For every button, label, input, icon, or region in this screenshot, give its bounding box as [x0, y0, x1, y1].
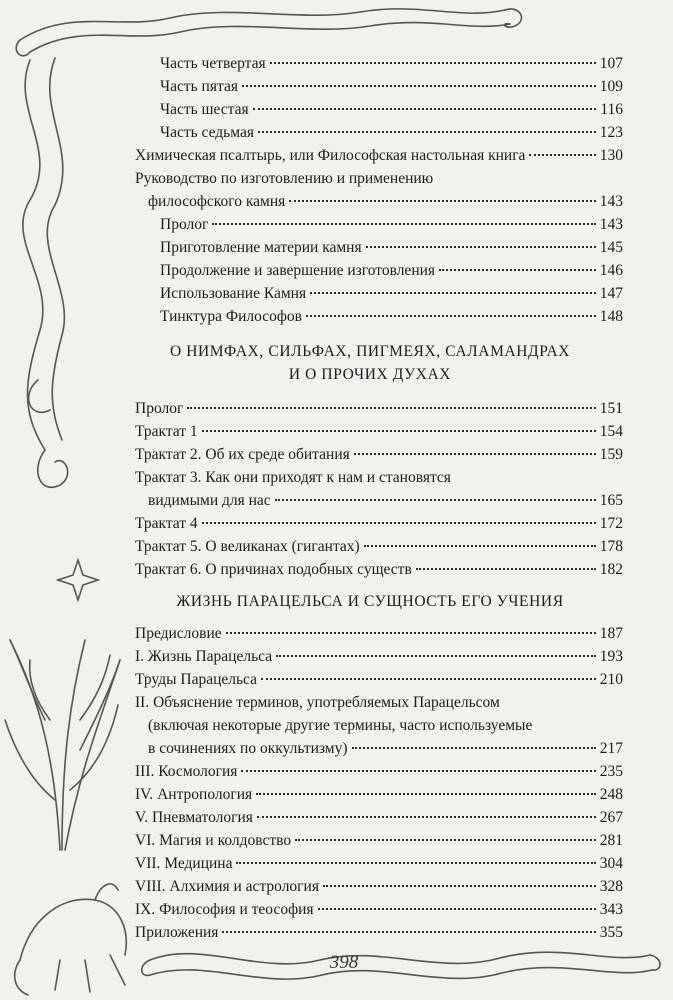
- toc-entry-title: Трактат 3. Как они приходят к нам и становятся: [135, 469, 451, 486]
- dot-leader: [258, 131, 596, 133]
- toc-entry-title: Часть четвертая: [160, 55, 266, 72]
- dot-leader: [236, 862, 595, 864]
- toc-entry-page: 145: [599, 239, 623, 256]
- toc-entry-title: II. Объяснение терминов, употребляемых Парацельсом: [135, 694, 500, 711]
- page-number: 398: [329, 952, 359, 973]
- toc-entry-page: 130: [599, 147, 623, 164]
- toc-entry-title: Приложения: [135, 924, 219, 941]
- toc-entry-page: 210: [599, 671, 623, 688]
- toc-entry-page: 343: [599, 901, 623, 918]
- toc-entry-title: Использование Камня: [160, 285, 307, 302]
- toc-entry-title: V. Пневматология: [135, 809, 253, 826]
- dot-leader: [416, 568, 596, 570]
- toc-entry: [135, 645, 623, 668]
- dot-leader: [323, 885, 596, 887]
- toc-entry: [160, 305, 623, 328]
- toc-entry-title: Приготовление материи камня: [160, 239, 362, 256]
- dot-leader: [275, 499, 596, 501]
- toc-entry: [135, 760, 623, 783]
- toc-entry-page: 148: [599, 308, 623, 325]
- dot-leader: [354, 453, 596, 455]
- toc-entry-title: философского камня: [148, 193, 286, 210]
- section-heading: ЖИЗНЬ ПАРАЦЕЛЬСА И СУЩНОСТЬ ЕГО УЧЕНИЯ: [176, 593, 564, 610]
- toc-entry: [135, 898, 623, 921]
- toc-entry-title: Пролог: [160, 216, 209, 233]
- toc-entry: [160, 121, 623, 144]
- dot-leader: [289, 200, 595, 202]
- dot-leader: [187, 407, 595, 409]
- toc-entry: [135, 852, 623, 875]
- toc-entry-title: VIII. Алхимия и астрология: [135, 878, 319, 895]
- dot-leader: [202, 522, 596, 524]
- toc-entry-title: Трактат 1: [135, 423, 198, 440]
- toc-entry: [148, 190, 623, 213]
- dot-leader: [261, 678, 596, 680]
- toc-entry-page: 235: [599, 763, 623, 780]
- toc-entry-title: Труды Парацельса: [135, 671, 258, 688]
- toc-entry-title: III. Космология: [135, 763, 238, 780]
- toc-entry: [135, 535, 623, 558]
- toc-entry: [135, 806, 623, 829]
- toc-entry-page: 187: [599, 625, 623, 642]
- toc-entry-page: 172: [599, 515, 623, 532]
- toc-entry: [135, 558, 623, 581]
- toc-entry-title: I. Жизнь Парацельса: [135, 648, 273, 665]
- toc-entry-title: Часть седьмая: [160, 124, 254, 141]
- toc-entry-title: Продолжение и завершение изготовления: [160, 262, 436, 279]
- toc-entry: [160, 282, 623, 305]
- toc-entry: [148, 489, 623, 512]
- toc-entry-title: Трактат 5. О великанах (гигантах): [135, 538, 360, 555]
- toc-entry-page: 248: [599, 786, 623, 803]
- toc-entry: [135, 397, 623, 420]
- dot-leader: [256, 793, 596, 795]
- dot-leader: [276, 655, 596, 657]
- toc-entry-title: Трактат 6. О причинах подобных существ: [135, 561, 412, 578]
- toc-entry: [160, 52, 623, 75]
- toc-entry: [160, 213, 623, 236]
- toc-entry: [148, 737, 623, 760]
- toc-entry-title: Трактат 4: [135, 515, 198, 532]
- toc-entry-title: Химическая псалтырь, или Философская настольная книга: [135, 147, 526, 164]
- toc-entry: [160, 259, 623, 282]
- toc-entry-title: (включая некоторые другие термины, часто используемые: [148, 717, 533, 734]
- toc-entry-page: 147: [599, 285, 623, 302]
- toc-entry: [160, 98, 623, 121]
- toc-entry: [135, 512, 623, 535]
- section-heading-continued: И О ПРОЧИХ ДУХАХ: [288, 366, 452, 383]
- toc-entry: [135, 443, 623, 466]
- dot-leader: [270, 62, 596, 64]
- toc-entry-page: 178: [599, 538, 623, 555]
- dot-leader: [202, 430, 596, 432]
- toc-entry-page: 193: [599, 648, 623, 665]
- toc-entry-page: 159: [599, 446, 623, 463]
- dot-leader: [212, 223, 595, 225]
- toc-entry-page: 151: [599, 400, 623, 417]
- toc-entry-page: 143: [599, 216, 623, 233]
- toc-entry-page: 182: [599, 561, 623, 578]
- toc-entry: [160, 75, 623, 98]
- toc-entry: [135, 622, 623, 645]
- dot-leader: [306, 315, 596, 317]
- toc-entry-title: Предисловие: [135, 625, 222, 642]
- toc-entry-title: Часть пятая: [160, 78, 238, 95]
- toc-entry-title: IV. Антропология: [135, 786, 253, 803]
- dot-leader: [241, 770, 595, 772]
- toc-entry: [135, 829, 623, 852]
- dot-leader: [364, 545, 596, 547]
- toc-entry: [135, 921, 623, 944]
- dot-leader: [318, 908, 596, 910]
- toc-entry-page: 143: [599, 193, 623, 210]
- toc-entry-page: 123: [599, 124, 623, 141]
- toc-entry-title: Тинктура Философов: [160, 308, 302, 325]
- toc-entry-page: 154: [599, 423, 623, 440]
- toc-entry-title: Часть шестая: [160, 101, 249, 118]
- toc-entry: [135, 875, 623, 898]
- toc-entry-page: 281: [599, 832, 623, 849]
- toc-entry-title: VII. Медицина: [135, 855, 233, 872]
- dot-leader: [226, 632, 596, 634]
- dot-leader: [257, 816, 596, 818]
- toc-entry-title: IX. Философия и теософия: [135, 901, 314, 918]
- dot-leader: [310, 292, 596, 294]
- toc-entry: [160, 236, 623, 259]
- dot-leader: [295, 839, 596, 841]
- toc-entry-page: 109: [599, 78, 623, 95]
- toc-entry-page: 217: [599, 740, 623, 757]
- toc-entry: [135, 420, 623, 443]
- toc-entry-title: Пролог: [135, 400, 184, 417]
- toc-entry-title: в сочинениях по оккультизму): [148, 740, 348, 757]
- dot-leader: [366, 246, 596, 248]
- dot-leader: [352, 747, 596, 749]
- toc-entry-page: 165: [599, 492, 623, 509]
- toc-entry: [135, 783, 623, 806]
- toc-entry-page: 267: [599, 809, 623, 826]
- toc-entry-page: 355: [599, 924, 623, 941]
- dot-leader: [222, 931, 595, 933]
- toc-entry-page: 107: [599, 55, 623, 72]
- dot-leader: [253, 108, 597, 110]
- section-heading: О НИМФАХ, СИЛЬФАХ, ПИГМЕЯХ, САЛАМАНДРАХ: [169, 343, 571, 360]
- toc-entry-page: 116: [600, 101, 623, 118]
- toc-entry: [135, 668, 623, 691]
- toc-entry-title: VI. Магия и колдовство: [135, 832, 292, 849]
- toc-entry-page: 328: [599, 878, 623, 895]
- toc-entry-title: видимыми для нас: [148, 492, 271, 509]
- dot-leader: [242, 85, 596, 87]
- toc-entry-page: 304: [599, 855, 623, 872]
- dot-leader: [529, 154, 595, 156]
- toc-entry: [135, 144, 623, 167]
- toc-entry-title: Руководство по изготовлению и применению: [135, 170, 434, 187]
- dot-leader: [439, 269, 596, 271]
- toc-entry-page: 146: [599, 262, 623, 279]
- toc-entry-title: Трактат 2. Об их среде обитания: [135, 446, 350, 463]
